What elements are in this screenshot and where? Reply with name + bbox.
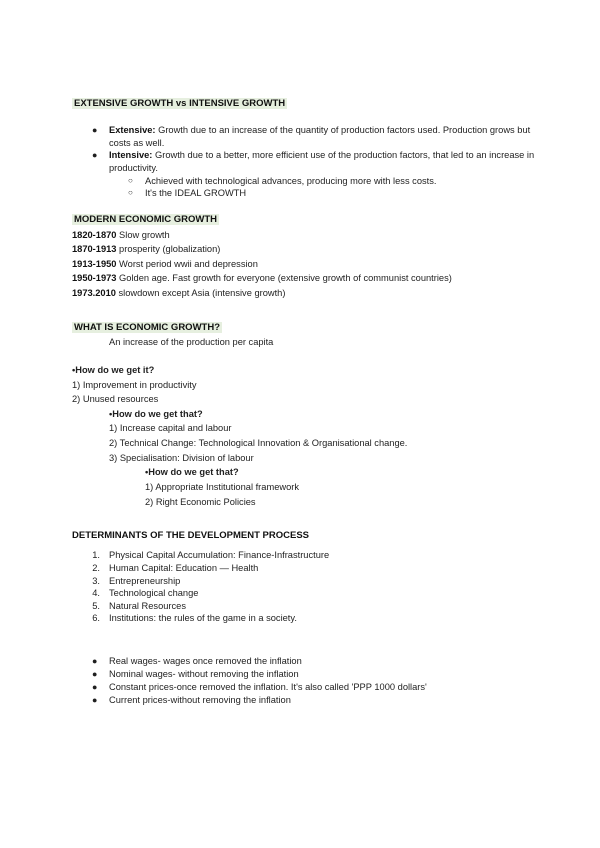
bullet-icon: ● [92, 695, 98, 705]
determinant-item: Technological change [109, 588, 199, 598]
question-3: •How do we get that? [145, 467, 239, 477]
period-row: 1820-1870 Slow growth [72, 230, 170, 240]
list-number: 6. [92, 613, 100, 623]
answer-2-item: 3) Specialisation: Division of labour [109, 453, 254, 463]
extensive-item: Extensive: Growth due to an increase of the quantity of production factors used. Production grows but costs as well. [109, 125, 531, 148]
period-row: 1973.2010 slowdown except Asia (intensive growth) [72, 288, 286, 298]
answer-3-item: 1) Appropriate Institutional framework [145, 482, 299, 492]
bullet-icon: ● [92, 656, 98, 666]
list-number: 5. [92, 601, 100, 611]
question-2: •How do we get that? [109, 409, 203, 419]
answer-1-item: 2) Unused resources [72, 394, 159, 404]
section-determinants-title: DETERMINANTS OF THE DEVELOPMENT PROCESS [72, 530, 309, 541]
circle-bullet-icon: ○ [128, 176, 133, 185]
bullet-icon: ● [92, 682, 98, 692]
intensive-item: Intensive: Growth due to a better, more efficient use of the production factors, that led to an increase in productivity. [109, 150, 535, 173]
period-row: 1870-1913 prosperity (globalization) [72, 244, 221, 254]
answer-1-item: 1) Improvement in productivity [72, 380, 197, 390]
sub-item: It's the IDEAL GROWTH [145, 188, 247, 198]
answer-2-item: 2) Technical Change: Technological Innovation & Organisational change. [109, 438, 408, 448]
answer-3-item: 2) Right Economic Policies [145, 497, 256, 507]
list-number: 2. [92, 563, 100, 573]
list-number: 1. [92, 550, 100, 560]
section-extensive-title: EXTENSIVE GROWTH vs INTENSIVE GROWTH [74, 98, 286, 109]
price-item: Current prices-without removing the inflation [109, 695, 291, 705]
bullet-icon: ● [92, 125, 98, 135]
price-item: Constant prices-once removed the inflation. It's also called 'PPP 1000 dollars' [109, 682, 427, 692]
section-modern-title: MODERN ECONOMIC GROWTH [74, 214, 218, 225]
sub-item: Achieved with technological advances, producing more with less costs. [145, 176, 437, 186]
bullet-icon: ● [92, 150, 98, 160]
period-row: 1950-1973 Golden age. Fast growth for everyone (extensive growth of communist countries) [72, 273, 452, 283]
determinant-item: Natural Resources [109, 601, 186, 611]
circle-bullet-icon: ○ [128, 188, 133, 197]
question-1: •How do we get it? [72, 365, 155, 375]
section-what-title: WHAT IS ECONOMIC GROWTH? [74, 322, 221, 333]
list-number: 3. [92, 576, 100, 586]
answer-2-item: 1) Increase capital and labour [109, 423, 232, 433]
determinant-item: Physical Capital Accumulation: Finance-Infrastructure [109, 550, 330, 560]
period-row: 1913-1950 Worst period wwii and depression [72, 259, 258, 269]
wage-item: Real wages- wages once removed the inflation [109, 656, 302, 666]
bullet-icon: ● [92, 669, 98, 679]
determinant-item: Institutions: the rules of the game in a society. [109, 613, 297, 623]
determinant-item: Human Capital: Education — Health [109, 563, 259, 573]
determinant-item: Entrepreneurship [109, 576, 181, 586]
list-number: 4. [92, 588, 100, 598]
wage-item: Nominal wages- without removing the inflation [109, 669, 299, 679]
definition: An increase of the production per capita [109, 337, 274, 347]
